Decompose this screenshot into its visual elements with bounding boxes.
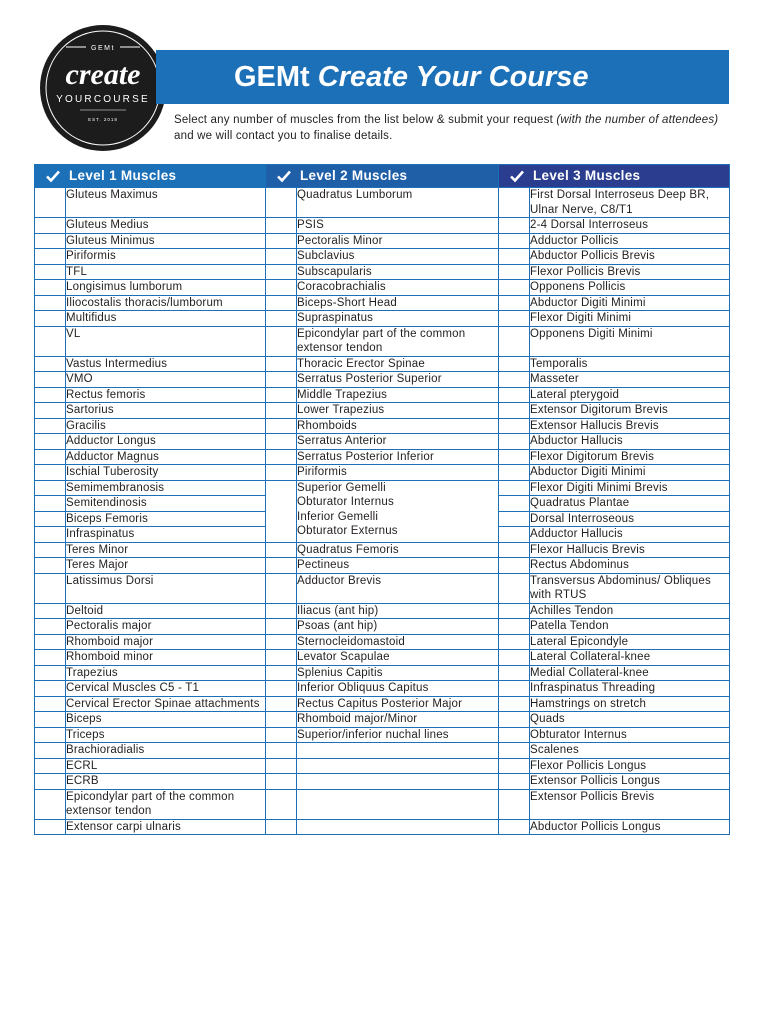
selection-checkbox[interactable] <box>499 619 530 635</box>
selection-checkbox[interactable] <box>266 819 297 835</box>
muscle-name: Lower Trapezius <box>297 403 499 419</box>
muscle-name: Pectoralis major <box>66 619 266 635</box>
column-header-level-3 <box>499 165 730 188</box>
selection-checkbox[interactable] <box>499 681 530 697</box>
selection-checkbox[interactable] <box>35 403 66 419</box>
selection-checkbox[interactable] <box>35 681 66 697</box>
column-header-label: Level 3 Muscles <box>533 167 641 183</box>
selection-checkbox[interactable] <box>35 696 66 712</box>
table-row <box>35 712 730 728</box>
muscle-name: Cervical Muscles C5 - T1 <box>66 681 266 697</box>
table-row <box>35 774 730 790</box>
muscle-name: Masseter <box>530 372 730 388</box>
muscle-name: Obturator Internus <box>530 727 730 743</box>
selection-checkbox[interactable] <box>499 372 530 388</box>
table-row <box>35 465 730 481</box>
muscle-name: Adductor Pollicis <box>530 233 730 249</box>
muscle-name: Rectus Capitus Posterior Major <box>297 696 499 712</box>
table-row <box>35 311 730 327</box>
muscle-name: Iliacus (ant hip) <box>297 603 499 619</box>
intro-text <box>174 112 734 144</box>
selection-checkbox[interactable] <box>266 650 297 666</box>
muscle-name: Extensor carpi ulnaris <box>66 819 266 835</box>
selection-checkbox[interactable] <box>499 280 530 296</box>
checkmark-icon <box>45 168 61 184</box>
muscle-name: Pectoralis Minor <box>297 233 499 249</box>
selection-checkbox[interactable] <box>266 696 297 712</box>
muscle-name: Patella Tendon <box>530 619 730 635</box>
table-row <box>35 326 730 356</box>
muscle-name: Inferior Obliquus Capitus <box>297 681 499 697</box>
selection-checkbox[interactable] <box>266 295 297 311</box>
selection-checkbox[interactable] <box>499 403 530 419</box>
muscle-name: Transversus Abdominus/ Obliques with RTUS <box>530 573 730 603</box>
selection-checkbox[interactable] <box>499 819 530 835</box>
table-row <box>35 542 730 558</box>
selection-checkbox[interactable] <box>499 356 530 372</box>
selection-checkbox[interactable] <box>266 573 297 603</box>
selection-checkbox[interactable] <box>499 418 530 434</box>
selection-checkbox[interactable] <box>266 480 297 542</box>
selection-checkbox[interactable] <box>266 603 297 619</box>
selection-checkbox[interactable] <box>35 758 66 774</box>
muscle-name: Piriformis <box>297 465 499 481</box>
table-row <box>35 819 730 835</box>
logo-est-text: EST. 2018 <box>88 117 118 122</box>
table-row <box>35 573 730 603</box>
selection-checkbox[interactable] <box>266 311 297 327</box>
muscle-name: Trapezius <box>66 665 266 681</box>
muscle-name: Infraspinatus <box>66 527 266 543</box>
muscle-name: Flexor Hallucis Brevis <box>530 542 730 558</box>
selection-checkbox[interactable] <box>35 727 66 743</box>
selection-checkbox[interactable] <box>266 789 297 819</box>
muscle-name: Rectus femoris <box>66 387 266 403</box>
muscle-name: Rhomboid minor <box>66 650 266 666</box>
muscle-name: 2-4 Dorsal Interroseus <box>530 218 730 234</box>
muscle-name: Adductor Hallucis <box>530 527 730 543</box>
table-row <box>35 665 730 681</box>
table-row <box>35 696 730 712</box>
muscle-name: Lateral pterygoid <box>530 387 730 403</box>
muscle-name: Abductor Hallucis <box>530 434 730 450</box>
selection-checkbox[interactable] <box>499 774 530 790</box>
selection-checkbox[interactable] <box>266 774 297 790</box>
selection-checkbox[interactable] <box>266 233 297 249</box>
table-row <box>35 743 730 759</box>
table-row <box>35 403 730 419</box>
muscle-name: Multifidus <box>66 311 266 327</box>
selection-checkbox[interactable] <box>266 542 297 558</box>
selection-checkbox[interactable] <box>266 558 297 574</box>
muscle-name: VL <box>66 326 266 356</box>
selection-checkbox[interactable] <box>35 558 66 574</box>
muscle-name: Rhomboid major <box>66 634 266 650</box>
table-row <box>35 619 730 635</box>
table-row <box>35 789 730 819</box>
selection-checkbox[interactable] <box>499 218 530 234</box>
selection-checkbox[interactable] <box>499 434 530 450</box>
muscle-name: Supraspinatus <box>297 311 499 327</box>
muscle-name: Epicondylar part of the common extensor tendon <box>66 789 266 819</box>
muscle-name: Brachioradialis <box>66 743 266 759</box>
selection-checkbox[interactable] <box>499 727 530 743</box>
muscle-name: Serratus Posterior Superior <box>297 372 499 388</box>
table-row <box>35 356 730 372</box>
muscle-name: Medial Collateral-knee <box>530 665 730 681</box>
muscle-name: Opponens Digiti Minimi <box>530 326 730 356</box>
table-row <box>35 681 730 697</box>
selection-checkbox[interactable] <box>266 326 297 356</box>
muscle-name: Ischial Tuberosity <box>66 465 266 481</box>
muscle-name: TFL <box>66 264 266 280</box>
selection-checkbox[interactable] <box>499 542 530 558</box>
muscle-name: Gracilis <box>66 418 266 434</box>
muscle-name: Serratus Anterior <box>297 434 499 450</box>
muscle-name: Adductor Magnus <box>66 449 266 465</box>
table-row <box>35 650 730 666</box>
selection-checkbox[interactable] <box>266 449 297 465</box>
logo-top-text: GEMt <box>91 45 115 52</box>
page-title <box>234 60 589 94</box>
logo-sub-text: YOURCOURSE <box>56 94 150 105</box>
table-row <box>35 634 730 650</box>
table-row <box>35 233 730 249</box>
selection-checkbox[interactable] <box>499 712 530 728</box>
selection-checkbox[interactable] <box>35 418 66 434</box>
checkmark-icon <box>276 168 292 184</box>
table-row <box>35 280 730 296</box>
selection-checkbox[interactable] <box>35 249 66 265</box>
gemt-logo <box>30 22 176 154</box>
selection-checkbox[interactable] <box>35 280 66 296</box>
selection-checkbox[interactable] <box>35 542 66 558</box>
muscles-table <box>34 164 730 835</box>
muscle-name: Iliocostalis thoracis/lumborum <box>66 295 266 311</box>
table-row <box>35 558 730 574</box>
selection-checkbox[interactable] <box>35 264 66 280</box>
logo-main-text: create <box>65 58 141 91</box>
title-italic: Create Your Course <box>317 61 589 93</box>
muscle-name: Biceps <box>66 712 266 728</box>
muscle-name: Abductor Digiti Minimi <box>530 465 730 481</box>
table-row <box>35 372 730 388</box>
muscle-name: Quadratus Lumborum <box>297 188 499 218</box>
table-row <box>35 480 730 496</box>
selection-checkbox[interactable] <box>499 665 530 681</box>
table-header-row <box>35 165 730 188</box>
muscle-name: Adductor Longus <box>66 434 266 450</box>
selection-checkbox[interactable] <box>35 789 66 819</box>
muscle-name: Gluteus Medius <box>66 218 266 234</box>
muscle-name: Quads <box>530 712 730 728</box>
muscle-name: Rhomboid major/Minor <box>297 712 499 728</box>
muscle-name <box>297 480 499 542</box>
muscle-name: Abductor Pollicis Brevis <box>530 249 730 265</box>
muscle-name: Flexor Pollicis Longus <box>530 758 730 774</box>
muscle-name: Rhomboids <box>297 418 499 434</box>
selection-checkbox[interactable] <box>266 356 297 372</box>
muscle-name: Extensor Pollicis Longus <box>530 774 730 790</box>
muscle-name: Extensor Digitorum Brevis <box>530 403 730 419</box>
selection-checkbox[interactable] <box>266 188 297 218</box>
selection-checkbox[interactable] <box>499 650 530 666</box>
selection-checkbox[interactable] <box>266 681 297 697</box>
muscle-name: Cervical Erector Spinae attachments <box>66 696 266 712</box>
table-row <box>35 188 730 218</box>
selection-checkbox[interactable] <box>35 434 66 450</box>
selection-checkbox[interactable] <box>266 387 297 403</box>
muscle-name: Extensor Hallucis Brevis <box>530 418 730 434</box>
muscle-name: Sternocleidomastoid <box>297 634 499 650</box>
selection-checkbox[interactable] <box>35 372 66 388</box>
selection-checkbox[interactable] <box>499 311 530 327</box>
selection-checkbox[interactable] <box>35 819 66 835</box>
selection-checkbox[interactable] <box>499 511 530 527</box>
column-header-level-2 <box>266 165 499 188</box>
table-row <box>35 434 730 450</box>
selection-checkbox[interactable] <box>35 619 66 635</box>
muscle-name <box>297 743 499 759</box>
muscle-name: ECRB <box>66 774 266 790</box>
muscle-name-line: Obturator Externus <box>297 525 398 537</box>
selection-checkbox[interactable] <box>35 650 66 666</box>
muscle-name: Biceps Femoris <box>66 511 266 527</box>
muscle-name <box>297 774 499 790</box>
muscle-name: Levator Scapulae <box>297 650 499 666</box>
selection-checkbox[interactable] <box>499 449 530 465</box>
muscles-table-body <box>35 188 730 835</box>
selection-checkbox[interactable] <box>35 496 66 512</box>
selection-checkbox[interactable] <box>35 326 66 356</box>
selection-checkbox[interactable] <box>35 712 66 728</box>
selection-checkbox[interactable] <box>266 619 297 635</box>
title-bold: GEMt <box>234 61 310 93</box>
checkmark-icon <box>509 168 525 184</box>
selection-checkbox[interactable] <box>499 233 530 249</box>
selection-checkbox[interactable] <box>266 264 297 280</box>
muscle-name: Lateral Collateral-knee <box>530 650 730 666</box>
selection-checkbox[interactable] <box>499 264 530 280</box>
muscle-name: Epicondylar part of the common extensor tendon <box>297 326 499 356</box>
selection-checkbox[interactable] <box>35 634 66 650</box>
muscle-name: Teres Minor <box>66 542 266 558</box>
selection-checkbox[interactable] <box>499 789 530 819</box>
selection-checkbox[interactable] <box>35 743 66 759</box>
selection-checkbox[interactable] <box>266 727 297 743</box>
muscle-name: Quadratus Femoris <box>297 542 499 558</box>
muscle-name: Psoas (ant hip) <box>297 619 499 635</box>
muscle-name: Semitendinosis <box>66 496 266 512</box>
muscle-name: Superior/inferior nuchal lines <box>297 727 499 743</box>
selection-checkbox[interactable] <box>266 372 297 388</box>
muscle-name: PSIS <box>297 218 499 234</box>
selection-checkbox[interactable] <box>499 480 530 496</box>
selection-checkbox[interactable] <box>499 634 530 650</box>
muscle-name: Achilles Tendon <box>530 603 730 619</box>
selection-checkbox[interactable] <box>499 387 530 403</box>
muscle-name: Pectineus <box>297 558 499 574</box>
intro-emphasis: (with the number of attendees) <box>556 114 719 126</box>
selection-checkbox[interactable] <box>499 696 530 712</box>
muscle-name: Lateral Epicondyle <box>530 634 730 650</box>
muscle-name <box>297 758 499 774</box>
selection-checkbox[interactable] <box>35 665 66 681</box>
muscle-name-line: Inferior Gemelli <box>297 510 379 523</box>
muscle-name: Flexor Digiti Minimi Brevis <box>530 480 730 496</box>
muscle-name: Infraspinatus Threading <box>530 681 730 697</box>
muscle-name: Triceps <box>66 727 266 743</box>
selection-checkbox[interactable] <box>499 758 530 774</box>
table-row <box>35 603 730 619</box>
muscle-name: Flexor Digiti Minimi <box>530 311 730 327</box>
selection-checkbox[interactable] <box>499 326 530 356</box>
selection-checkbox[interactable] <box>266 712 297 728</box>
selection-checkbox[interactable] <box>35 311 66 327</box>
table-row <box>35 418 730 434</box>
muscle-name: Splenius Capitis <box>297 665 499 681</box>
muscle-name: Flexor Digitorum Brevis <box>530 449 730 465</box>
selection-checkbox[interactable] <box>35 295 66 311</box>
muscle-name: ECRL <box>66 758 266 774</box>
muscle-name: Longisimus lumborum <box>66 280 266 296</box>
muscle-name: Semimembranosis <box>66 480 266 496</box>
muscle-name: Sartorius <box>66 403 266 419</box>
selection-checkbox[interactable] <box>499 188 530 218</box>
selection-checkbox[interactable] <box>266 403 297 419</box>
table-row <box>35 264 730 280</box>
muscle-name: Scalenes <box>530 743 730 759</box>
muscle-name: Adductor Brevis <box>297 573 499 603</box>
selection-checkbox[interactable] <box>35 218 66 234</box>
muscle-name-line: Obturator Internus <box>297 496 394 508</box>
muscle-name: Latissimus Dorsi <box>66 573 266 603</box>
selection-checkbox[interactable] <box>35 573 66 603</box>
muscle-name: VMO <box>66 372 266 388</box>
muscle-name: Subscapularis <box>297 264 499 280</box>
selection-checkbox[interactable] <box>266 418 297 434</box>
intro-part-2: and we will contact you to finalise details. <box>174 130 393 142</box>
selection-checkbox[interactable] <box>266 665 297 681</box>
selection-checkbox[interactable] <box>35 188 66 218</box>
table-row <box>35 727 730 743</box>
intro-part-1: Select any number of muscles from the list below & submit your request <box>174 114 557 126</box>
selection-checkbox[interactable] <box>266 434 297 450</box>
muscle-name: Flexor Pollicis Brevis <box>530 264 730 280</box>
selection-checkbox[interactable] <box>499 295 530 311</box>
selection-checkbox[interactable] <box>499 249 530 265</box>
muscle-name: Vastus Intermedius <box>66 356 266 372</box>
selection-checkbox[interactable] <box>35 387 66 403</box>
muscle-name: Abductor Digiti Minimi <box>530 295 730 311</box>
muscle-name: Thoracic Erector Spinae <box>297 356 499 372</box>
muscle-name: Middle Trapezius <box>297 387 499 403</box>
muscle-name: Serratus Posterior Inferior <box>297 449 499 465</box>
selection-checkbox[interactable] <box>499 603 530 619</box>
selection-checkbox[interactable] <box>499 573 530 603</box>
selection-checkbox[interactable] <box>266 758 297 774</box>
selection-checkbox[interactable] <box>35 449 66 465</box>
muscle-name: Coracobrachialis <box>297 280 499 296</box>
selection-checkbox[interactable] <box>499 465 530 481</box>
table-row <box>35 449 730 465</box>
muscle-name: Quadratus Plantae <box>530 496 730 512</box>
selection-checkbox[interactable] <box>35 356 66 372</box>
selection-checkbox[interactable] <box>266 280 297 296</box>
table-row <box>35 387 730 403</box>
muscle-name <box>297 789 499 819</box>
muscle-name: Temporalis <box>530 356 730 372</box>
selection-checkbox[interactable] <box>35 774 66 790</box>
muscle-name: Dorsal Interroseous <box>530 511 730 527</box>
selection-checkbox[interactable] <box>266 218 297 234</box>
muscle-name: Biceps-Short Head <box>297 295 499 311</box>
table-row <box>35 249 730 265</box>
muscle-name: First Dorsal Interroseus Deep BR, Ulnar Nerve, C8/T1 <box>530 188 730 218</box>
muscle-name: Subclavius <box>297 249 499 265</box>
muscle-name: Gluteus Minimus <box>66 233 266 249</box>
muscle-name <box>297 819 499 835</box>
selection-checkbox[interactable] <box>266 465 297 481</box>
muscle-name: Abductor Pollicis Longus <box>530 819 730 835</box>
column-header-level-1 <box>35 165 266 188</box>
selection-checkbox[interactable] <box>35 527 66 543</box>
table-row <box>35 295 730 311</box>
muscle-name: Rectus Abdominus <box>530 558 730 574</box>
selection-checkbox[interactable] <box>35 480 66 496</box>
muscle-name: Extensor Pollicis Brevis <box>530 789 730 819</box>
selection-checkbox[interactable] <box>35 511 66 527</box>
selection-checkbox[interactable] <box>35 603 66 619</box>
muscle-name: Deltoid <box>66 603 266 619</box>
table-row <box>35 218 730 234</box>
column-header-label: Level 1 Muscles <box>69 167 177 183</box>
column-header-label: Level 2 Muscles <box>300 167 408 183</box>
muscle-name-line: Superior Gemelli <box>297 481 386 494</box>
muscle-name: Gluteus Maximus <box>66 188 266 218</box>
selection-checkbox[interactable] <box>35 465 66 481</box>
table-row <box>35 758 730 774</box>
muscle-name: Opponens Pollicis <box>530 280 730 296</box>
selection-checkbox[interactable] <box>35 233 66 249</box>
selection-checkbox[interactable] <box>266 249 297 265</box>
selection-checkbox[interactable] <box>499 496 530 512</box>
selection-checkbox[interactable] <box>499 743 530 759</box>
selection-checkbox[interactable] <box>499 527 530 543</box>
muscle-name: Teres Major <box>66 558 266 574</box>
muscle-name: Piriformis <box>66 249 266 265</box>
selection-checkbox[interactable] <box>499 558 530 574</box>
muscle-name: Hamstrings on stretch <box>530 696 730 712</box>
selection-checkbox[interactable] <box>266 634 297 650</box>
selection-checkbox[interactable] <box>266 743 297 759</box>
